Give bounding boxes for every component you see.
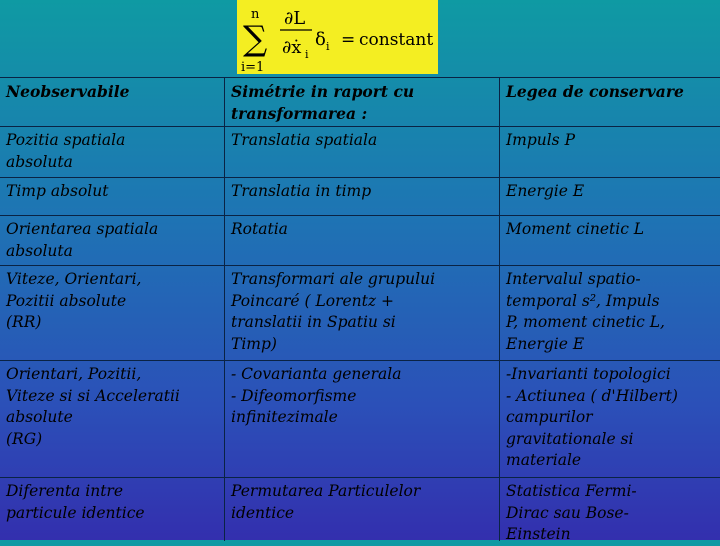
- table-cell: Intervalul spatio- temporal s², Impuls P, moment cinetic L, Energie E: [506, 270, 665, 353]
- table-row: [0, 127, 720, 178]
- table-cell: Viteze, Orientari, Pozitii absolute (RR): [6, 270, 142, 331]
- table-header-row: [0, 78, 720, 127]
- denominator-subscript: i: [305, 48, 309, 61]
- table-cell: Impuls P: [506, 131, 575, 149]
- sum-lower-limit: i=1: [241, 60, 265, 74]
- table-cell: Transformari ale grupului Poincaré ( Lorentz + translatii in Spatiu si Timp): [231, 270, 436, 353]
- table-cell: Diferenta intre particule identice: [6, 482, 145, 522]
- fraction-denominator: ∂ẋ: [282, 37, 302, 58]
- fraction-numerator: ∂L: [284, 8, 306, 29]
- table-row: [0, 361, 720, 478]
- sum-upper-limit: n: [251, 7, 260, 22]
- table-cell: Statistica Fermi- Dirac sau Bose- Einstein: [506, 482, 637, 543]
- table-cell: Rotatia: [231, 220, 288, 238]
- header-conservation-law: Legea de conservare: [506, 82, 684, 101]
- table-cell: Energie E: [506, 182, 585, 200]
- table-row: [0, 216, 720, 266]
- equals-sign: =: [341, 30, 356, 50]
- table-cell: Orientari, Pozitii, Viteze si si Acceleratii absolute (RG): [6, 365, 180, 448]
- sum-symbol: ∑: [243, 19, 268, 59]
- table-cell: Orientarea spatiala absoluta: [6, 220, 159, 260]
- table-cell: -Invarianti topologici - Actiunea ( d'Hilbert) campurilor gravitationale si materiale: [506, 365, 678, 469]
- header-symmetry: Simétrie in raport cu transformarea :: [231, 82, 415, 123]
- table-cell: Translatia in timp: [231, 182, 372, 200]
- header-unobservables: Neobservabile: [6, 82, 130, 101]
- table-cell: Timp absolut: [6, 182, 109, 200]
- delta-subscript: i: [326, 40, 330, 53]
- symmetry-conservation-table: [0, 77, 720, 543]
- table-cell: Permutarea Particulelor identice: [231, 482, 421, 522]
- table-cell: Moment cinetic L: [506, 220, 645, 238]
- conservation-formula: [237, 0, 438, 74]
- table-cell: - Covarianta generala - Difeomorfisme infinitezimale: [231, 365, 402, 426]
- table-row: [0, 478, 720, 541]
- table-cell: Translatia spatiala: [231, 131, 378, 149]
- table-cell: Pozitia spatiala absoluta: [6, 131, 126, 171]
- table-row: [0, 266, 720, 361]
- delta-symbol: δ: [315, 29, 326, 50]
- formula-constant: constant: [359, 30, 434, 50]
- table-row: [0, 178, 720, 216]
